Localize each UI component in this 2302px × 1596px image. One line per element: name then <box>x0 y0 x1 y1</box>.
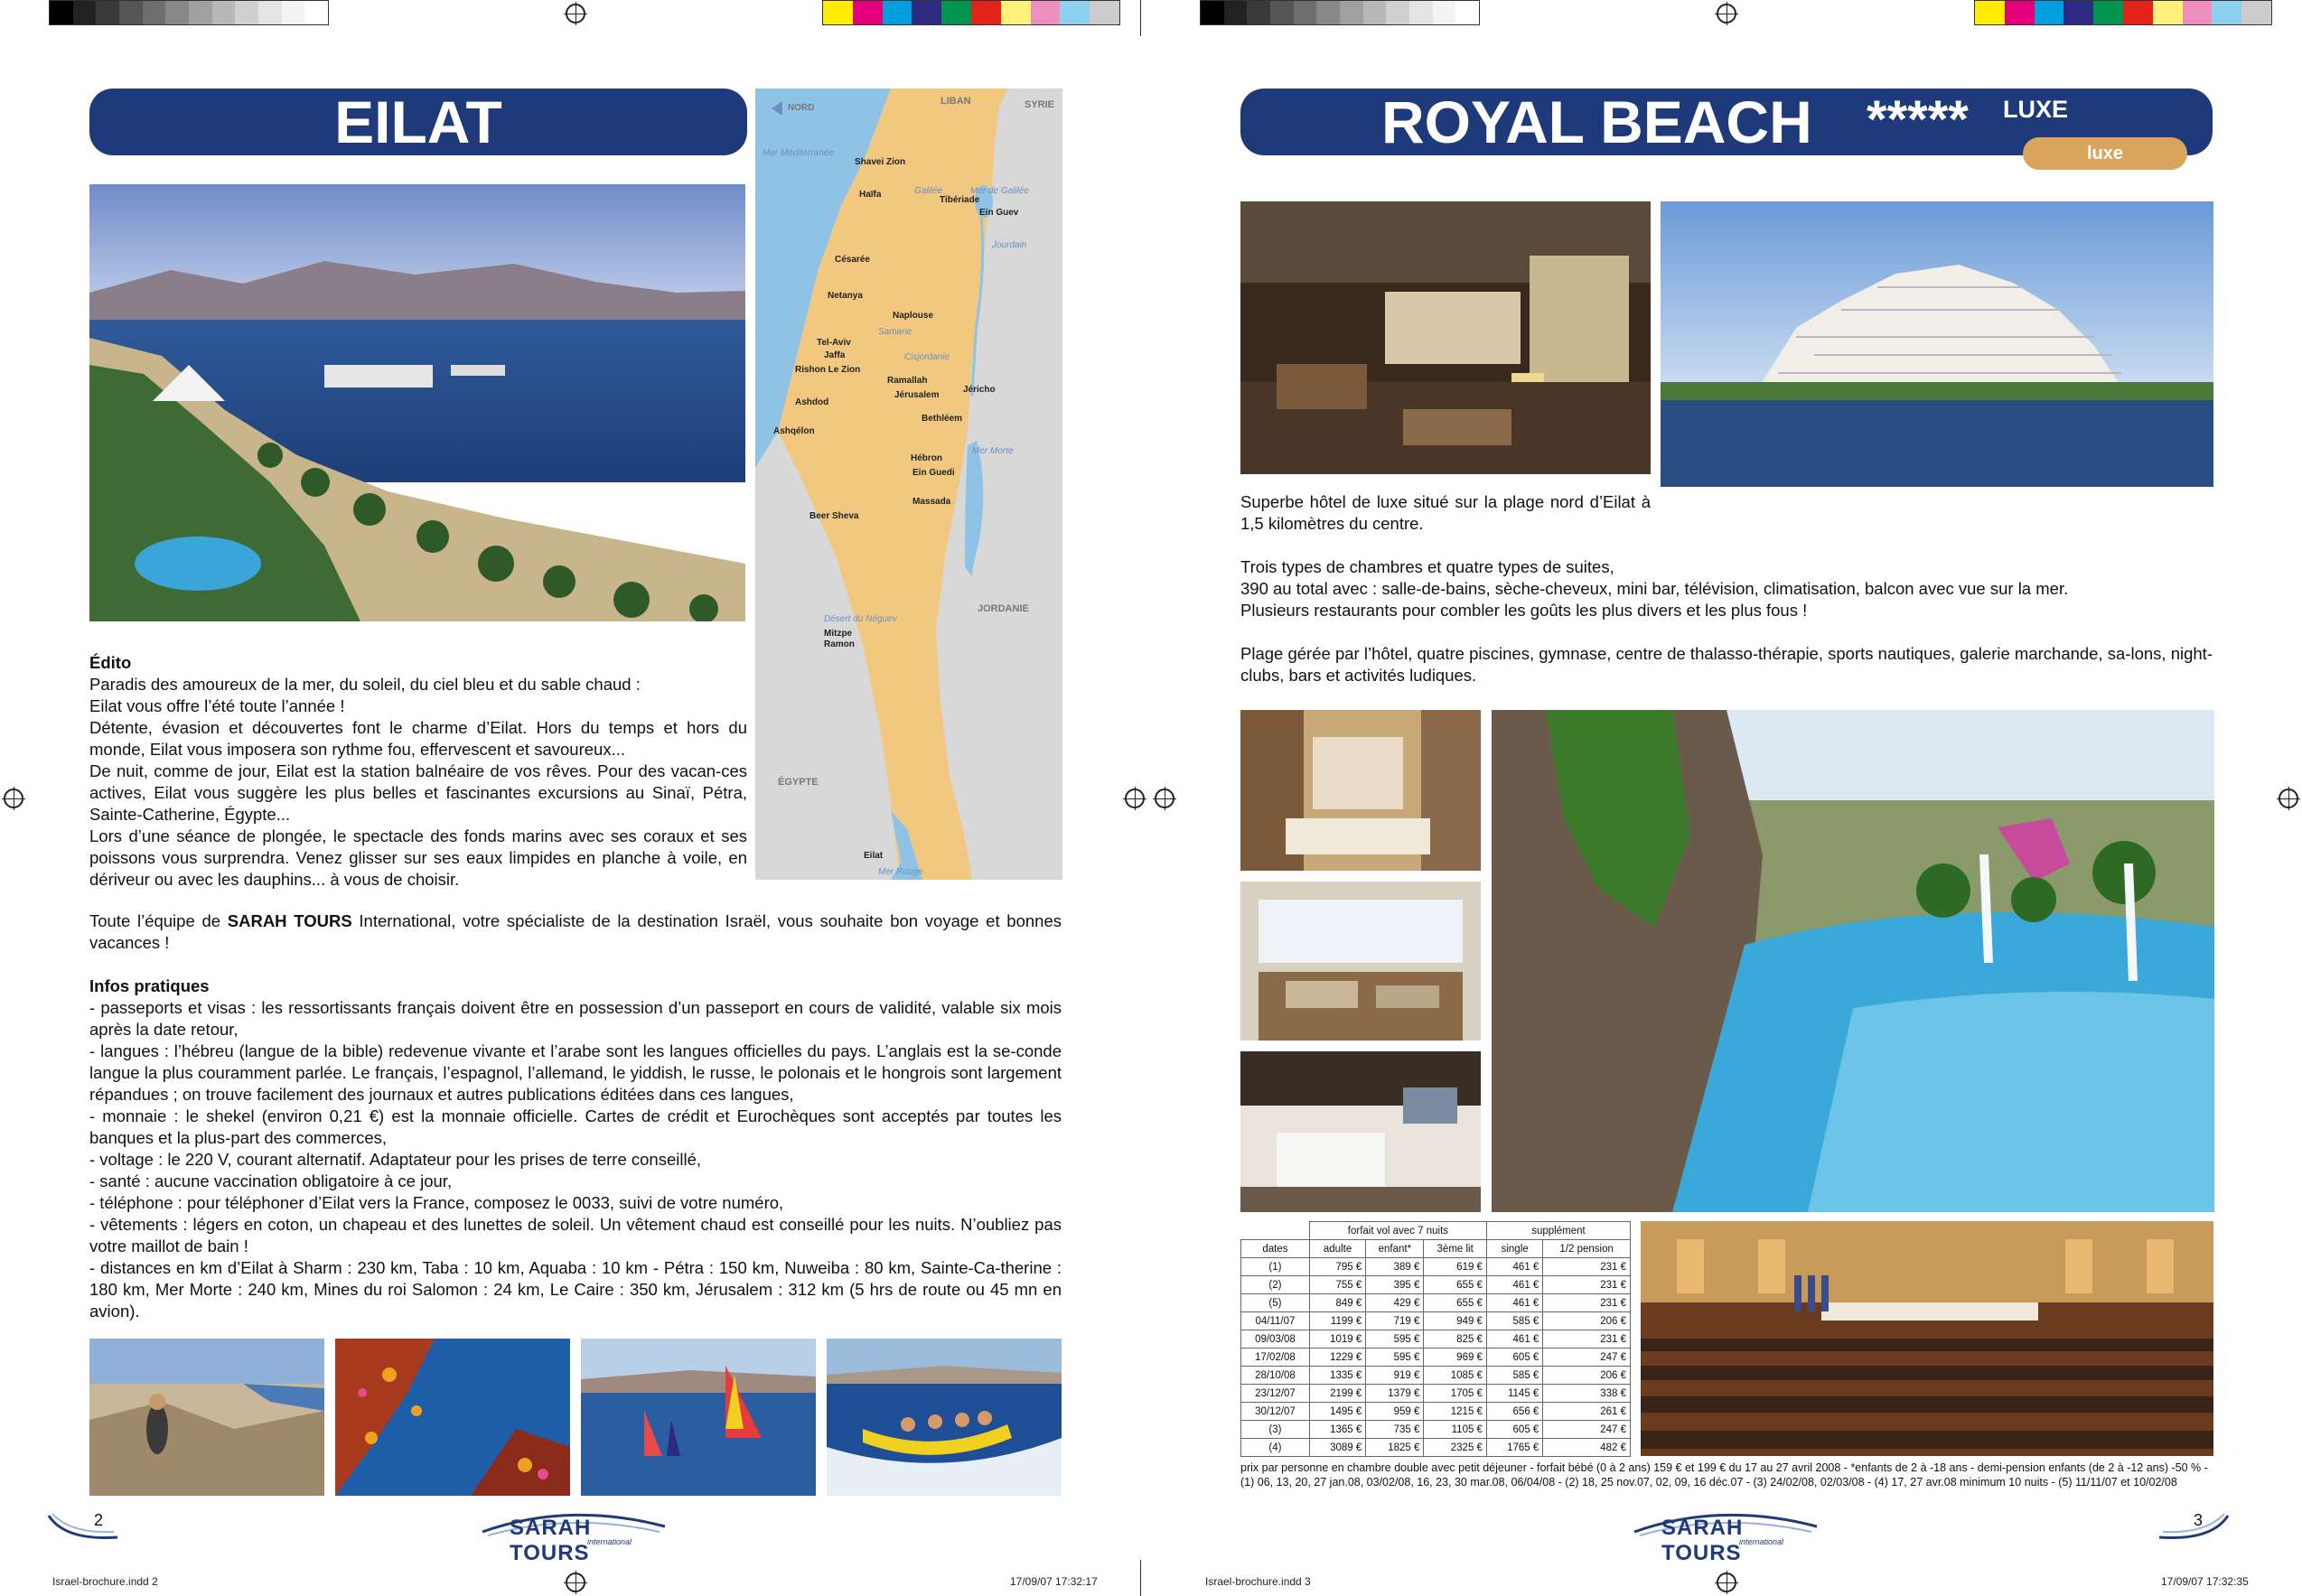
table-cell: 1379 € <box>1366 1385 1424 1403</box>
map-city: Ashdod <box>795 397 829 407</box>
table-cell: 719 € <box>1366 1312 1424 1330</box>
map-city: Mitzpe Ramon <box>824 629 855 649</box>
table-cell: 482 € <box>1543 1439 1631 1457</box>
map-city: Hébron <box>911 453 942 463</box>
hotel-description-2 <box>1240 556 2213 621</box>
map-country-label: LIBAN <box>940 96 971 107</box>
crop-mark <box>1140 1560 1141 1596</box>
table-cell: 825 € <box>1424 1330 1487 1349</box>
swoosh-decoration <box>2157 1510 2230 1546</box>
table-row <box>1241 1403 1631 1421</box>
windsurf-photo <box>581 1339 816 1496</box>
table-cell: 755 € <box>1309 1276 1365 1294</box>
team-message-post: International, votre spécialiste de la destination Israël, vous souhaite bon voyage et bonnes vacances ! <box>89 911 1062 952</box>
column-header: 1/2 pension <box>1543 1240 1631 1258</box>
map-river-label: Jourdain <box>992 240 1027 250</box>
table-cell: 09/03/08 <box>1241 1330 1310 1349</box>
price-table-body <box>1241 1258 1631 1457</box>
edito-line: Lors d’une séance de plongée, le spectacle des fonds marins avec ses coraux et ses poissons vous surprendra. Venez glisser sur ses eaux limpides en planche à voile, en dériveur ou avec les dauphins... à vous de choisir. <box>89 826 747 889</box>
table-cell: 1105 € <box>1424 1421 1487 1439</box>
table-row <box>1241 1439 1631 1457</box>
table-cell: (1) <box>1241 1258 1310 1276</box>
grayscale-bar-left <box>49 0 329 25</box>
map-region-label: Cisjordanie <box>904 352 950 362</box>
table-cell: 656 € <box>1486 1403 1542 1421</box>
hotel-exterior-photo <box>1661 201 2213 487</box>
table-row <box>1241 1367 1631 1385</box>
swoosh-decoration <box>47 1510 119 1546</box>
table-cell: 605 € <box>1486 1421 1542 1439</box>
group-header-supplement: supplément <box>1486 1222 1630 1240</box>
description-line: 390 au total avec : salle-de-bains, sèche-cheveux, mini bar, télévision, climatisation, balcon avec vue sur la mer. <box>1240 579 2069 598</box>
table-cell: (4) <box>1241 1439 1310 1457</box>
hotel-description-3: Plage gérée par l’hôtel, quatre piscines, gymnase, centre de thalasso-thérapie, sports nautiques, galerie marchande, sa-lons, night-clubs, bars et activités ludiques. <box>1240 644 2213 685</box>
conference-room-photo <box>1641 1221 2213 1456</box>
table-cell: 261 € <box>1543 1403 1631 1421</box>
logo-subtext: international <box>1739 1537 1784 1546</box>
table-group-header-row <box>1241 1222 1631 1240</box>
team-message <box>89 910 1062 954</box>
edito-line: Paradis des amoureux de la mer, du soleil, du ciel bleu et du sable chaud : <box>89 675 641 694</box>
registration-mark <box>1155 789 1174 808</box>
table-cell: 1229 € <box>1309 1349 1365 1367</box>
table-cell: 655 € <box>1424 1276 1487 1294</box>
table-cell: 1199 € <box>1309 1312 1365 1330</box>
column-header: enfant* <box>1366 1240 1424 1258</box>
table-cell: 735 € <box>1366 1421 1424 1439</box>
table-row <box>1241 1349 1631 1367</box>
brand-name: SARAH TOURS <box>227 911 352 930</box>
table-cell: 2199 € <box>1309 1385 1365 1403</box>
map-city: Beer Sheva <box>809 511 859 521</box>
slug-filename: Israel-brochure.indd 2 <box>52 1575 158 1588</box>
map-city: Bethléem <box>922 414 963 424</box>
table-cell: 959 € <box>1366 1403 1424 1421</box>
table-cell: 231 € <box>1543 1330 1631 1349</box>
table-cell: 1019 € <box>1309 1330 1365 1349</box>
logo-text: SARAH TOURS <box>510 1516 592 1565</box>
table-cell: 1215 € <box>1424 1403 1487 1421</box>
sarah-tours-logo <box>479 1508 669 1565</box>
registration-mark <box>4 789 23 808</box>
table-cell: 2325 € <box>1424 1439 1487 1457</box>
description-line: Trois types de chambres et quatre types de suites, <box>1240 557 1614 576</box>
map-north-label: NORD <box>788 103 815 113</box>
table-cell: (3) <box>1241 1421 1310 1439</box>
table-cell: 585 € <box>1486 1312 1542 1330</box>
edito-block <box>89 652 747 891</box>
room-photo <box>1240 710 1481 871</box>
map-city: Jérusalem <box>894 390 940 400</box>
table-cell: 206 € <box>1543 1312 1631 1330</box>
infos-block <box>89 975 1062 1322</box>
column-header: single <box>1486 1240 1542 1258</box>
map-region-label: Désert du Néguev <box>824 614 897 624</box>
table-cell: 1705 € <box>1424 1385 1487 1403</box>
slug-date: 17/09/07 17:32:35 <box>2161 1575 2249 1588</box>
table-cell: 949 € <box>1424 1312 1487 1330</box>
slug-date: 17/09/07 17:32:17 <box>1010 1575 1098 1588</box>
column-header: 3ème lit <box>1424 1240 1487 1258</box>
edito-heading: Édito <box>89 653 132 672</box>
table-cell: 389 € <box>1366 1258 1424 1276</box>
registration-mark <box>1717 4 1736 23</box>
table-cell: 17/02/08 <box>1241 1349 1310 1367</box>
registration-mark <box>1125 789 1145 808</box>
description-line: Plusieurs restaurants pour combler les goûts les plus divers et les plus fous ! <box>1240 601 1808 620</box>
group-header-forfait: forfait vol avec 7 nuits <box>1309 1222 1486 1240</box>
map-city: Jaffa <box>824 350 846 360</box>
pool-waterfall-photo <box>1492 710 2214 1212</box>
map-city: Shavei Zion <box>855 157 906 167</box>
table-cell: (5) <box>1241 1294 1310 1312</box>
table-cell: 461 € <box>1486 1294 1542 1312</box>
table-row <box>1241 1294 1631 1312</box>
table-cell: 206 € <box>1543 1367 1631 1385</box>
banana-boat-photo <box>827 1339 1062 1496</box>
map-region-label: Galilée <box>914 186 943 196</box>
registration-mark <box>566 1573 585 1592</box>
table-cell: 1335 € <box>1309 1367 1365 1385</box>
logo-subtext: international <box>587 1537 632 1546</box>
table-row <box>1241 1385 1631 1403</box>
table-cell: 1825 € <box>1366 1439 1424 1457</box>
edito-line: Eilat vous offre l’été toute l’année ! <box>89 696 345 715</box>
table-cell: 28/10/08 <box>1241 1367 1310 1385</box>
infos-line: - santé : aucune vaccination obligatoire à ce jour, <box>89 1171 453 1190</box>
slug-filename: Israel-brochure.indd 3 <box>1205 1575 1311 1588</box>
table-cell: 461 € <box>1486 1258 1542 1276</box>
registration-mark <box>2279 789 2298 808</box>
page-number: 3 <box>2194 1511 2204 1529</box>
table-cell: 338 € <box>1543 1385 1631 1403</box>
map-country-label: ÉGYPTE <box>778 777 819 788</box>
map-country-label: SYRIE <box>1025 99 1055 110</box>
table-cell: 919 € <box>1366 1367 1424 1385</box>
map-region-label: Samarie <box>878 327 912 337</box>
table-row <box>1241 1276 1631 1294</box>
coral-reef-photo <box>335 1339 570 1496</box>
registration-mark <box>566 4 585 23</box>
table-cell: 461 € <box>1486 1330 1542 1349</box>
price-footnote: prix par personne en chambre double avec petit déjeuner - forfait bébé (0 à 2 ans) 159 € et 199 € du 17 au 27 avril 2008 - *enfants de 2 à -18 ans - demi-pension enfants (de 2 à -12 ans) -50 % - (1) 06, 13, 20, 27 jan.08, 03/02/08, 16, 23, 30 mar.08, 06/04/08 - (2) 18, 25 nov.07, 02, 09, 16 déc.07 - (3) 24/02/08, 02/03/08 - (4) 17, 27 avr.08 minimum 10 nuits - (5) 11/11/07 et 10/02/08 <box>1240 1461 2208 1489</box>
map-city: Ashqélon <box>773 426 815 436</box>
color-bar-right <box>1974 0 2272 25</box>
table-row <box>1241 1421 1631 1439</box>
map-sea-label: Mer de Galilée <box>970 186 1030 196</box>
table-cell: 795 € <box>1309 1258 1365 1276</box>
table-cell: 395 € <box>1366 1276 1424 1294</box>
table-cell: 595 € <box>1366 1330 1424 1349</box>
color-bar-left <box>822 0 1120 25</box>
grayscale-bar-right <box>1200 0 1480 25</box>
infos-line: - distances en km d’Eilat à Sharm : 230 km, Taba : 10 km, Aquaba : 10 km - Pétra : 150 km, Nuweiba : 80 km, Sainte-Ca-therine : 180 km, Mer Morte : 240 km, Mines du roi Salomon : 24 km, Le Caire : 350 km, Jérusalem : 312 km (5 hrs de route ou 45 mn en avion). <box>89 1258 1062 1321</box>
table-cell: 1145 € <box>1486 1385 1542 1403</box>
team-message-pre: Toute l’équipe de <box>89 911 228 930</box>
lobby-photo <box>1240 201 1651 474</box>
column-header: adulte <box>1309 1240 1365 1258</box>
hotel-stars: ***** <box>1867 90 1969 149</box>
bathroom-photo <box>1240 1051 1481 1212</box>
map-city: Césarée <box>835 255 870 265</box>
map-city: Haïfa <box>859 190 882 200</box>
table-cell: 849 € <box>1309 1294 1365 1312</box>
table-cell: 1765 € <box>1486 1439 1542 1457</box>
table-cell: 1495 € <box>1309 1403 1365 1421</box>
infos-line: - voltage : le 220 V, courant alternatif. Adaptateur pour les prises de terre conseillé, <box>89 1150 702 1169</box>
table-cell: 655 € <box>1424 1294 1487 1312</box>
map-city: Naplouse <box>893 311 934 321</box>
crop-mark <box>1140 0 1141 36</box>
page-number: 2 <box>94 1511 104 1529</box>
hotel-luxe-label: LUXE <box>2003 96 2069 123</box>
map-country-label: JORDANIE <box>978 603 1029 614</box>
table-cell: 231 € <box>1543 1294 1631 1312</box>
map-city: Netanya <box>828 291 863 301</box>
table-cell: 605 € <box>1486 1349 1542 1367</box>
map-sea-label: Mer Morte <box>972 446 1014 456</box>
table-cell: (2) <box>1241 1276 1310 1294</box>
map-city: Jéricho <box>963 385 996 395</box>
map-city: Rishon Le Zion <box>795 365 861 375</box>
edito-line: Détente, évasion et découvertes font le charme d’Eilat. Hors du temps et hors du monde, Eilat vous imposera son rythme fou, effervescent et savoureux... <box>89 718 747 759</box>
table-cell: 3089 € <box>1309 1439 1365 1457</box>
table-cell: 247 € <box>1543 1349 1631 1367</box>
infos-line: - téléphone : pour téléphoner d’Eilat vers la France, composez le 0033, suivi de votre numéro, <box>89 1193 784 1212</box>
suite-photo <box>1240 882 1481 1041</box>
map-sea-label: Mer Méditerranée <box>763 148 834 158</box>
israel-map <box>755 89 1062 880</box>
page-title-text: EILAT <box>334 89 502 155</box>
hotel-description-1: Superbe hôtel de luxe situé sur la plage nord d’Eilat à 1,5 kilomètres du centre. <box>1240 492 1651 533</box>
table-cell: 23/12/07 <box>1241 1385 1310 1403</box>
diver-photo <box>89 1339 324 1496</box>
infos-line: - langues : l’hébreu (langue de la bible) redevenue vivante et l’arabe sont les langues officielles du pays. L’anglais est la se-conde langue la plus couramment parlée. Le français, l’espagnol, l’allemand, le yiddish, le russe, le polonais et le hongrois sont largement répandues ; on trouve facilement des journaux et autres publications éditées dans ces langues, <box>89 1041 1062 1104</box>
category-badge: luxe <box>2023 137 2187 170</box>
table-cell: 231 € <box>1543 1258 1631 1276</box>
table-cell: 595 € <box>1366 1349 1424 1367</box>
infos-line: - monnaie : le shekel (environ 0,21 €) est la monnaie officielle. Cartes de crédit et Eurochèques sont acceptés par toutes les banques et la plus-part des commerces, <box>89 1106 1062 1147</box>
registration-mark <box>1717 1573 1736 1592</box>
table-row <box>1241 1330 1631 1349</box>
eilat-bay-photo <box>89 184 745 621</box>
table-cell: 30/12/07 <box>1241 1403 1310 1421</box>
map-city: Ein Guedi <box>912 468 955 478</box>
map-city: Ein Guev <box>979 208 1019 218</box>
map-city: Eilat <box>864 851 884 861</box>
table-cell: 585 € <box>1486 1367 1542 1385</box>
table-cell: 1085 € <box>1424 1367 1487 1385</box>
map-city: Tibériade <box>940 195 980 205</box>
table-cell: 1365 € <box>1309 1421 1365 1439</box>
table-cell: 247 € <box>1543 1421 1631 1439</box>
table-cell: 461 € <box>1486 1276 1542 1294</box>
table-cell: 429 € <box>1366 1294 1424 1312</box>
infos-heading: Infos pratiques <box>89 976 210 995</box>
table-cell: 969 € <box>1424 1349 1487 1367</box>
table-row <box>1241 1312 1631 1330</box>
price-table <box>1240 1221 1631 1457</box>
sarah-tours-logo <box>1631 1508 1820 1565</box>
logo-text: SARAH TOURS <box>1661 1516 1744 1565</box>
column-header: dates <box>1241 1240 1310 1258</box>
edito-line: De nuit, comme de jour, Eilat est la station balnéaire de vos rêves. Pour des vacan-ces actives, Eilat vous suggère les plus belles et fascinantes excursions au Sinaï, Pétra, Sainte-Catherine, Égypte... <box>89 761 747 824</box>
map-city: Tel-Aviv <box>817 338 851 348</box>
infos-line: - passeports et visas : les ressortissants français doivent être en possession d’un passeport en cours de validité, valable six mois après la date retour, <box>89 998 1062 1039</box>
map-city: Massada <box>912 497 951 507</box>
page-title <box>89 89 747 155</box>
hotel-title: ROYAL BEACH <box>1381 89 1812 155</box>
infos-line: - vêtements : légers en coton, un chapeau et des lunettes de soleil. Un vêtement chaud est conseillé pour les nuits. N’oubliez pas votre maillot de bain ! <box>89 1215 1062 1255</box>
map-sea-label: Mer Rouge <box>878 867 923 877</box>
table-cell: 619 € <box>1424 1258 1487 1276</box>
table-row <box>1241 1258 1631 1276</box>
table-cell: 231 € <box>1543 1276 1631 1294</box>
map-city: Ramallah <box>887 376 928 386</box>
table-cell: 04/11/07 <box>1241 1312 1310 1330</box>
table-header-row <box>1241 1240 1631 1258</box>
